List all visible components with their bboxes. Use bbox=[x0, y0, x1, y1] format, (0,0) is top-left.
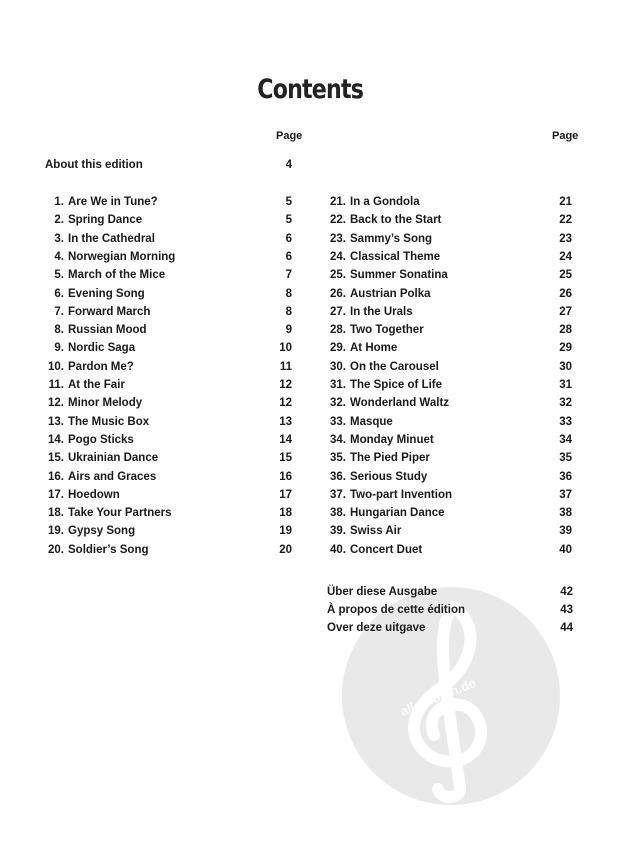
entry-number: 21. bbox=[330, 196, 346, 208]
entry-number: 1. bbox=[54, 196, 64, 208]
entry-title: Two-part Invention bbox=[350, 488, 453, 501]
entry-page: 16 bbox=[279, 470, 292, 483]
translation-page: 44 bbox=[560, 622, 573, 634]
entry-number: 8. bbox=[54, 324, 64, 337]
entry-page: 38 bbox=[559, 507, 572, 520]
entry-title: Minor Melody bbox=[68, 397, 143, 410]
entry-number: 7. bbox=[54, 305, 64, 318]
entry-page: 37 bbox=[559, 488, 572, 501]
entry-number: 3. bbox=[54, 232, 64, 245]
entry-page: 13 bbox=[279, 415, 292, 428]
entry-number: 19. bbox=[48, 525, 64, 538]
entry-title: Austrian Polka bbox=[350, 287, 431, 300]
entry-number: 9. bbox=[54, 342, 64, 355]
entry-title: On the Carousel bbox=[350, 360, 439, 373]
entry-title: Pogo Sticks bbox=[68, 433, 134, 446]
entry-page: 18 bbox=[279, 507, 292, 520]
entry-title: Swiss Air bbox=[350, 525, 402, 538]
entry-page: 10 bbox=[279, 342, 292, 355]
entry-page: 34 bbox=[559, 433, 572, 446]
entry-title: At the Fair bbox=[68, 379, 125, 391]
entry-page: 9 bbox=[285, 324, 292, 337]
entry-page: 31 bbox=[559, 379, 572, 391]
entry-page: 25 bbox=[559, 269, 572, 282]
entry-number: 29. bbox=[330, 342, 346, 355]
entry-page: 17 bbox=[279, 488, 292, 501]
entry-page: 6 bbox=[285, 250, 292, 263]
entry-number: 28. bbox=[330, 324, 346, 337]
entry-title: Hungarian Dance bbox=[350, 507, 445, 520]
entry-title: Forward March bbox=[68, 305, 151, 318]
entry-number: 14. bbox=[48, 433, 64, 446]
entry-title: Norwegian Morning bbox=[68, 250, 176, 263]
entry-title: Back to the Start bbox=[350, 214, 442, 227]
entry-page: 12 bbox=[279, 397, 292, 410]
entry-title: At Home bbox=[350, 342, 398, 355]
entry-number: 38. bbox=[330, 507, 346, 520]
entry-title: Take Your Partners bbox=[68, 507, 172, 520]
entry-page: 39 bbox=[559, 525, 572, 538]
entry-page: 11 bbox=[279, 360, 292, 373]
entry-page: 27 bbox=[559, 305, 572, 318]
entry-number: 31. bbox=[330, 379, 346, 391]
watermark-text: alle-noten.de bbox=[398, 674, 478, 719]
entry-title: In the Urals bbox=[350, 305, 413, 318]
entry-page: 8 bbox=[285, 287, 292, 300]
entry-number: 36. bbox=[330, 470, 346, 483]
about-edition-entry bbox=[45, 159, 295, 175]
entry-page: 7 bbox=[285, 269, 292, 282]
entry-page: 22 bbox=[559, 214, 572, 227]
entry-number: 24. bbox=[330, 250, 346, 263]
translation-label: À propos de cette édition bbox=[327, 604, 466, 616]
entry-title: Classical Theme bbox=[350, 250, 441, 263]
entry-page: 29 bbox=[559, 342, 572, 355]
entry-number: 15. bbox=[48, 452, 64, 465]
entry-title: Pardon Me? bbox=[68, 360, 134, 373]
entry-number: 13. bbox=[48, 415, 64, 428]
entry-number: 4. bbox=[54, 250, 64, 263]
page-column-header-right: Page bbox=[552, 130, 579, 142]
entry-number: 12. bbox=[48, 397, 64, 410]
entry-title: Gypsy Song bbox=[68, 525, 136, 538]
entry-page: 23 bbox=[559, 232, 572, 245]
entry-number: 27. bbox=[330, 305, 346, 318]
translation-entry bbox=[327, 586, 577, 602]
entry-number: 37. bbox=[330, 488, 346, 501]
entry-title: Monday Minuet bbox=[350, 433, 434, 446]
entry-number: 16. bbox=[48, 470, 64, 483]
entry-title: Masque bbox=[350, 415, 393, 428]
entry-title: The Music Box bbox=[68, 415, 150, 428]
entry-number: 26. bbox=[330, 287, 346, 300]
entry-page: 8 bbox=[285, 305, 292, 318]
entry-number: 20. bbox=[48, 543, 64, 556]
entry-title: Serious Study bbox=[350, 470, 428, 483]
entry-title: Evening Song bbox=[68, 287, 145, 300]
translation-label: Über diese Ausgabe bbox=[327, 586, 438, 598]
entry-title: The Spice of Life bbox=[350, 379, 443, 391]
entry-title: Are We in Tune? bbox=[68, 196, 158, 208]
entry-number: 6. bbox=[54, 287, 64, 300]
entry-page: 35 bbox=[559, 452, 572, 465]
entry-number: 34. bbox=[330, 433, 346, 446]
entry-number: 33. bbox=[330, 415, 346, 428]
entry-number: 22. bbox=[330, 214, 346, 227]
entry-page: 5 bbox=[285, 214, 292, 227]
entry-page: 33 bbox=[559, 415, 572, 428]
entry-number: 17. bbox=[48, 488, 64, 501]
page-column-header-left: Page bbox=[276, 130, 303, 142]
entry-title: Russian Mood bbox=[68, 324, 147, 337]
entry-title: Spring Dance bbox=[68, 214, 143, 227]
translation-entry bbox=[327, 604, 577, 620]
entry-page: 21 bbox=[559, 196, 572, 208]
entry-page: 28 bbox=[559, 324, 572, 337]
entry-page: 20 bbox=[279, 543, 292, 556]
entry-page: 24 bbox=[559, 250, 572, 263]
entry-page: 5 bbox=[285, 196, 292, 208]
entry-title: Two Together bbox=[350, 324, 424, 337]
entry-number: 39. bbox=[330, 525, 346, 538]
entry-page: 19 bbox=[279, 525, 292, 538]
entry-page: 36 bbox=[559, 470, 572, 483]
entry-title: Wonderland Waltz bbox=[350, 397, 450, 410]
entry-title: Sammy’s Song bbox=[350, 232, 433, 245]
entry-page: 15 bbox=[279, 452, 292, 465]
entry-page: 26 bbox=[559, 287, 572, 300]
entry-title: In the Cathedral bbox=[68, 232, 155, 245]
translation-page: 43 bbox=[560, 604, 573, 616]
entry-number: 18. bbox=[48, 507, 64, 520]
entry-number: 35. bbox=[330, 452, 346, 465]
entry-page: 14 bbox=[279, 433, 292, 446]
entry-title: Nordic Saga bbox=[68, 342, 136, 355]
about-edition-label: About this edition bbox=[45, 159, 143, 171]
entry-number: 10. bbox=[48, 360, 64, 373]
entry-number: 2. bbox=[54, 214, 64, 227]
entry-number: 30. bbox=[330, 360, 346, 373]
translation-label: Over deze uitgave bbox=[327, 622, 426, 634]
entry-number: 11. bbox=[48, 379, 64, 391]
entry-number: 25. bbox=[330, 269, 346, 282]
page-title: Contents bbox=[257, 74, 364, 105]
entry-title: Soldier’s Song bbox=[68, 543, 149, 556]
entry-page: 32 bbox=[559, 397, 572, 410]
entry-number: 40. bbox=[330, 543, 346, 556]
translation-page: 42 bbox=[560, 586, 573, 598]
entry-title: Summer Sonatina bbox=[350, 269, 448, 282]
entry-page: 12 bbox=[279, 379, 292, 391]
entry-title: Airs and Graces bbox=[68, 470, 157, 483]
entry-page: 30 bbox=[559, 360, 572, 373]
translation-entry bbox=[327, 622, 577, 638]
entry-number: 23. bbox=[330, 232, 346, 245]
entry-title: In a Gondola bbox=[350, 196, 420, 208]
entry-title: March of the Mice bbox=[68, 269, 166, 282]
entry-title: Ukrainian Dance bbox=[68, 452, 159, 465]
about-edition-page: 4 bbox=[285, 159, 292, 171]
entry-title: Concert Duet bbox=[350, 543, 423, 556]
entry-title: Hoedown bbox=[68, 488, 120, 501]
entry-page: 6 bbox=[285, 232, 292, 245]
entry-number: 32. bbox=[330, 397, 346, 410]
entry-title: The Pied Piper bbox=[350, 452, 430, 465]
entry-number: 5. bbox=[54, 269, 64, 282]
entry-page: 40 bbox=[559, 543, 572, 556]
